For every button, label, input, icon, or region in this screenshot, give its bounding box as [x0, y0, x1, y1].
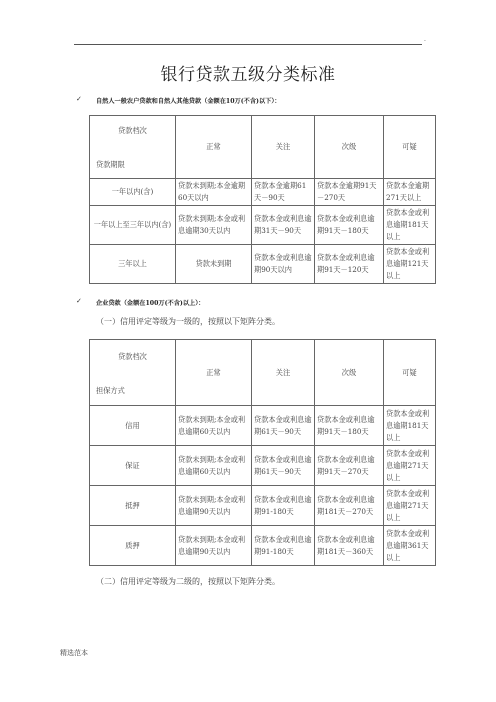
page-title: 银行贷款五级分类标准: [160, 65, 336, 85]
table-cell: 贷款未到期;本金或利息逾期90天以内: [176, 526, 252, 566]
table-row: [90, 486, 436, 526]
table-enterprise-loans: [89, 339, 436, 566]
section2-sub2: （二）信用评定等级为二级的，按照以下矩阵分类。: [96, 577, 280, 586]
table-row: [90, 206, 436, 245]
header-mark: .: [424, 36, 426, 43]
row-label: 信用: [90, 406, 176, 446]
table-cell: 贷款本金逾期61天－90天: [252, 179, 315, 206]
table-cell: 贷款本金或利息逾期181天－270天: [315, 486, 384, 526]
table-cell: 贷款未到期: [176, 245, 252, 284]
table-cell: 贷款本金或利息逾期181天－360天: [315, 526, 384, 566]
row-label: 三年以上: [90, 245, 176, 284]
table-row: [90, 245, 436, 284]
row-label: 一年以内(含): [90, 179, 176, 206]
section2-sub1: （一）信用评定等级为一级的，按照以下矩阵分类。: [96, 317, 280, 326]
table-cell: 贷款本金或利息逾期181天以上: [384, 406, 436, 446]
checkmark-icon: ✓: [76, 95, 82, 103]
row-label: 抵押: [90, 486, 176, 526]
table-cell: 贷款本金或利息逾期121天以上: [384, 245, 436, 284]
column-header: 可疑: [384, 340, 436, 406]
table-cell: 贷款本金或利息逾期61天－90天: [252, 446, 315, 486]
table-cell: 贷款本金或利息逾期61天－90天: [252, 406, 315, 446]
table-row: [90, 406, 436, 446]
table-cell: 贷款未到期;本金或利息逾期60天以内: [176, 446, 252, 486]
table-cell: 贷款本金或利息逾期91天－180天: [315, 206, 384, 245]
corner-top-label: 贷款档次: [118, 351, 147, 361]
column-header: 次级: [315, 340, 384, 406]
table-cell: 贷款本金或利息逾期271天以上: [384, 486, 436, 526]
table-cell: 贷款本金或利息逾期271天以上: [384, 446, 436, 486]
table-cell: 贷款本金或利息逾期90天以内: [252, 245, 315, 284]
table-corner: [90, 116, 176, 179]
column-header: 关注: [252, 340, 315, 406]
row-label: 一年以上至三年以内(含): [90, 206, 176, 245]
table-cell: 贷款未到期;本金或利息逾期90天以内: [176, 486, 252, 526]
column-header: 关注: [252, 116, 315, 179]
corner-bottom-label: 贷款期限: [96, 160, 125, 169]
table-row: [90, 179, 436, 206]
table-cell: 贷款本金逾期271天以上: [384, 179, 436, 206]
column-header: 可疑: [384, 116, 436, 179]
section2-heading: 企业贷款（金额在100万(不含)以上）：: [96, 300, 205, 307]
table-cell: 贷款未到期;本金或利息逾期60天以内: [176, 406, 252, 446]
table-row: [90, 446, 436, 486]
table-cell: 贷款未到期;本金或利息逾期30天以内: [176, 206, 252, 245]
table-cell: 贷款本金或利息逾期181天以上: [384, 206, 436, 245]
row-label: 保证: [90, 446, 176, 486]
table-corner: [90, 340, 176, 406]
table-cell: 贷款未到期;本金逾期60天以内: [176, 179, 252, 206]
table-cell: 贷款本金或利息逾期91天－180天: [315, 406, 384, 446]
table-cell: 贷款本金或利息逾期31天－90天: [252, 206, 315, 245]
column-header: 正常: [176, 116, 252, 179]
header-rule: [74, 44, 422, 45]
table-cell: 贷款本金或利息逾期91天－270天: [315, 446, 384, 486]
table-cell: 贷款本金或利息逾期91-180天: [252, 526, 315, 566]
table-cell: 贷款本金或利息逾期91天－120天: [315, 245, 384, 284]
row-label: 质押: [90, 526, 176, 566]
corner-bottom-label: 担保方式: [96, 385, 125, 395]
column-header: 次级: [315, 116, 384, 179]
table-row: [90, 526, 436, 566]
corner-top-label: 贷款档次: [118, 126, 147, 135]
column-header: 正常: [176, 340, 252, 406]
footer-label: 精选范本: [60, 649, 88, 657]
checkmark-icon: ✓: [76, 297, 82, 305]
table-cell: 贷款本金逾期91天－270天: [315, 179, 384, 206]
table-personal-loans: [89, 115, 436, 284]
section1-heading: 自然人一般农户贷款和自然人其他贷款（金额在10万(不含)以下）：: [96, 98, 281, 105]
table-cell: 贷款本金或利息逾期361天以上: [384, 526, 436, 566]
table-cell: 贷款本金或利息逾期91-180天: [252, 486, 315, 526]
